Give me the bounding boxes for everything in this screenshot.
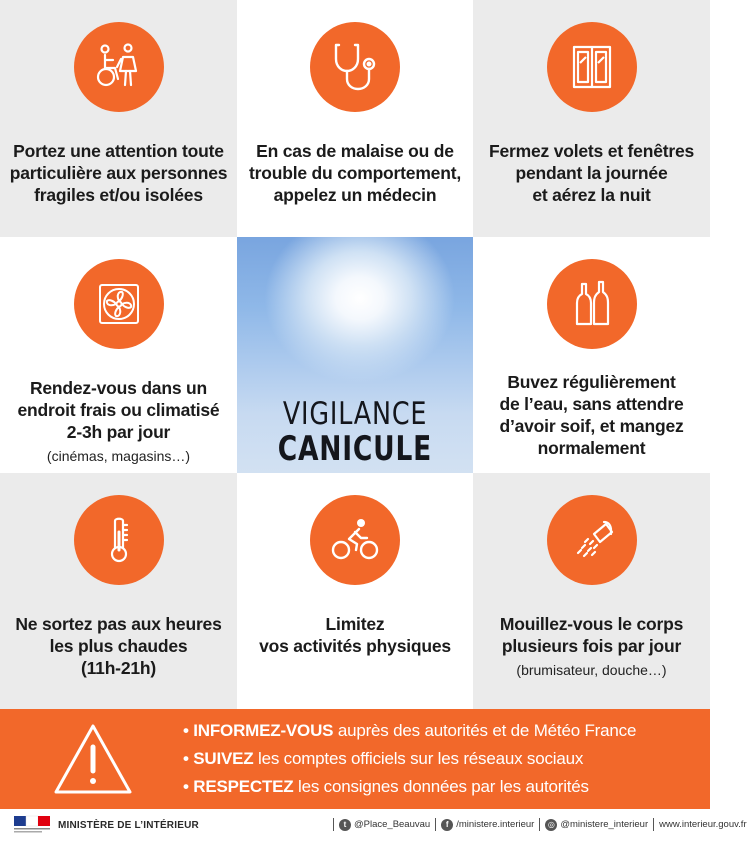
tip-item: • SUIVEZ les comptes officiels sur les réseaux sociaux [183, 749, 584, 768]
icon-circle [547, 259, 637, 349]
icon-circle [547, 22, 637, 112]
vigilance-title: VIGILANCE [282, 396, 428, 432]
cell-drink-water [473, 237, 710, 473]
twitter-icon: t [339, 819, 351, 831]
advice-text: Limitez vos activités physiques [259, 614, 451, 656]
stethoscope-icon [327, 39, 383, 95]
icon-circle [547, 495, 637, 585]
tips-list [183, 717, 636, 801]
icon-circle [310, 22, 400, 112]
separator [539, 818, 540, 831]
website-link[interactable]: www.interieur.gouv.fr [659, 819, 747, 830]
cell-stay-inside [0, 473, 237, 709]
social-links [328, 818, 747, 831]
twitter-handle[interactable]: @Place_Beauvau [354, 819, 431, 830]
separator [653, 818, 654, 831]
info-banner [0, 709, 710, 809]
advice-subtext: (brumisateur, douche…) [516, 662, 667, 678]
window-icon [564, 39, 620, 95]
cell-shower [473, 473, 710, 709]
advice-text: Ne sortez pas aux heures les plus chaudes (11h-21h) [15, 614, 222, 678]
tip-item: • RESPECTEZ les consignes données par les autorités [183, 777, 589, 796]
instagram-handle[interactable]: @ministere_interieur [560, 819, 649, 830]
icon-circle [74, 22, 164, 112]
cell-fragile-people [0, 0, 237, 237]
icon-circle [74, 495, 164, 585]
thermometer-icon [91, 512, 147, 568]
advice-text: En cas de malaise ou de trouble du comportement, appelez un médecin [248, 141, 461, 205]
wheelchair-elderly-icon [91, 39, 147, 95]
bottles-icon [564, 276, 620, 332]
advice-text: Buvez régulièrement de l’eau, sans attendre d’avoir soif, et mangez normalement [499, 372, 684, 458]
fan-icon [91, 276, 147, 332]
shower-icon [564, 512, 620, 568]
separator [435, 818, 436, 831]
cyclist-icon [327, 512, 383, 568]
ministry-name: MINISTÈRE DE L’INTÉRIEUR [58, 820, 199, 831]
advice-text: Fermez volets et fenêtres pendant la journée et aérez la nuit [488, 141, 695, 205]
tip-item: • INFORMEZ-VOUS auprès des autorités et de Météo France [183, 721, 637, 740]
cell-limit-activity [237, 473, 473, 709]
footer [0, 809, 747, 841]
cell-cool-place [0, 237, 237, 473]
advice-subtext: (cinémas, magasins…) [46, 448, 191, 464]
separator [333, 818, 334, 831]
advice-text: Rendez-vous dans un endroit frais ou climatisé 2-3h par jour [17, 378, 220, 442]
advice-text: Portez une attention toute particulière aux personnes fragiles et/ou isolées [9, 141, 228, 205]
facebook-icon: f [441, 819, 453, 831]
instagram-icon: ◎ [545, 819, 557, 831]
canicule-title: CANICULE [277, 429, 433, 469]
icon-circle [74, 259, 164, 349]
marianne-logo [14, 816, 50, 834]
advice-text: Mouillez-vous le corps plusieurs fois par jour [499, 614, 684, 656]
warning-icon [52, 721, 134, 797]
facebook-handle[interactable]: /ministere.interieur [456, 819, 535, 830]
vigilance-canicule-sky [237, 237, 473, 473]
cell-doctor [237, 0, 473, 237]
icon-circle [310, 495, 400, 585]
cell-shutters [473, 0, 710, 237]
